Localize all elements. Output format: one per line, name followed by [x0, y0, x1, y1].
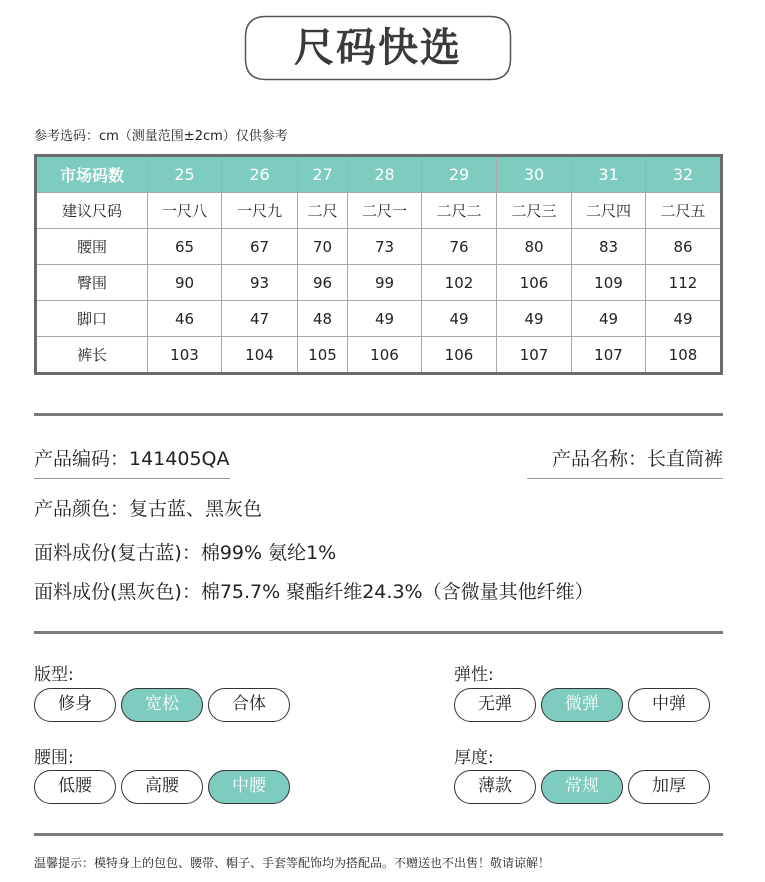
footer-notice: 温馨提示：模特身上的包包、腰带、帽子、手套等配饰均为搭配品。不赠送也不出售！敬请谅解！ — [34, 856, 551, 870]
table-row — [36, 301, 722, 337]
table-cell: 107 — [497, 337, 572, 374]
table-header-row — [36, 156, 722, 193]
table-cell: 99 — [348, 265, 422, 301]
product-code: 产品编码：141405QA — [34, 448, 230, 470]
product-name: 产品名称：长直筒裤 — [551, 448, 723, 470]
table-cell: 90 — [148, 265, 222, 301]
table-cell: 二尺 — [298, 193, 348, 229]
table-cell: 103 — [148, 337, 222, 374]
elasticity-option-medium[interactable]: 中弹 — [628, 688, 710, 722]
table-cell: 65 — [148, 229, 222, 265]
page-title: 尺码快选 — [294, 25, 462, 71]
table-cell: 106 — [422, 337, 497, 374]
table-row — [36, 337, 722, 374]
table-cell: 25 — [148, 156, 222, 193]
elasticity-label: 弹性: — [454, 665, 494, 685]
table-cell: 27 — [298, 156, 348, 193]
table-cell: 二尺三 — [497, 193, 572, 229]
waist-option-high[interactable]: 高腰 — [121, 770, 203, 804]
row-label: 裤长 — [36, 337, 148, 374]
table-cell: 93 — [222, 265, 298, 301]
table-cell: 二尺四 — [572, 193, 646, 229]
table-cell: 二尺二 — [422, 193, 497, 229]
divider — [34, 413, 723, 416]
table-cell: 一尺九 — [222, 193, 298, 229]
divider — [34, 833, 723, 836]
table-cell: 29 — [422, 156, 497, 193]
table-cell: 83 — [572, 229, 646, 265]
table-cell: 28 — [348, 156, 422, 193]
table-cell: 49 — [572, 301, 646, 337]
title-banner — [244, 15, 512, 81]
fit-option-loose[interactable]: 宽松 — [121, 688, 203, 722]
table-row — [36, 265, 722, 301]
fit-option-slim[interactable]: 修身 — [34, 688, 116, 722]
product-color: 产品颜色：复古蓝、黑灰色 — [34, 498, 263, 520]
table-cell: 73 — [348, 229, 422, 265]
table-cell: 49 — [497, 301, 572, 337]
table-cell: 26 — [222, 156, 298, 193]
fabric-black-grey: 面料成份(黑灰色)：棉75.7% 聚酯纤维24.3%（含微量其他纤维） — [34, 581, 594, 603]
table-cell: 106 — [348, 337, 422, 374]
table-cell: 30 — [497, 156, 572, 193]
table-cell: 80 — [497, 229, 572, 265]
table-cell: 70 — [298, 229, 348, 265]
table-cell: 二尺一 — [348, 193, 422, 229]
divider — [527, 478, 723, 479]
row-label: 建议尺码 — [36, 193, 148, 229]
table-cell: 104 — [222, 337, 298, 374]
thickness-option-thick[interactable]: 加厚 — [628, 770, 710, 804]
table-cell: 47 — [222, 301, 298, 337]
table-cell: 102 — [422, 265, 497, 301]
table-cell: 49 — [348, 301, 422, 337]
table-cell: 96 — [298, 265, 348, 301]
table-cell: 32 — [646, 156, 722, 193]
table-cell: 46 — [148, 301, 222, 337]
waist-label: 腰围: — [34, 748, 74, 768]
waist-option-low[interactable]: 低腰 — [34, 770, 116, 804]
table-cell: 49 — [646, 301, 722, 337]
reference-note: 参考选码：cm（测量范围±2cm）仅供参考 — [34, 129, 288, 144]
elasticity-option-none[interactable]: 无弹 — [454, 688, 536, 722]
table-cell: 二尺五 — [646, 193, 722, 229]
table-cell: 112 — [646, 265, 722, 301]
table-cell: 48 — [298, 301, 348, 337]
size-table — [34, 154, 723, 375]
row-label: 市场码数 — [36, 156, 148, 193]
thickness-option-thin[interactable]: 薄款 — [454, 770, 536, 804]
fit-label: 版型: — [34, 665, 74, 685]
waist-option-mid[interactable]: 中腰 — [208, 770, 290, 804]
row-label: 脚口 — [36, 301, 148, 337]
divider — [34, 631, 723, 634]
thickness-label: 厚度: — [454, 748, 494, 768]
table-cell: 一尺八 — [148, 193, 222, 229]
table-cell: 108 — [646, 337, 722, 374]
table-cell: 31 — [572, 156, 646, 193]
table-cell: 109 — [572, 265, 646, 301]
thickness-option-regular[interactable]: 常规 — [541, 770, 623, 804]
table-row — [36, 193, 722, 229]
elasticity-option-slight[interactable]: 微弹 — [541, 688, 623, 722]
table-row — [36, 229, 722, 265]
table-cell: 76 — [422, 229, 497, 265]
table-cell: 49 — [422, 301, 497, 337]
divider — [34, 478, 230, 479]
row-label: 臀围 — [36, 265, 148, 301]
table-cell: 107 — [572, 337, 646, 374]
fabric-vintage-blue: 面料成份(复古蓝)：棉99% 氨纶1% — [34, 542, 337, 564]
table-cell: 86 — [646, 229, 722, 265]
row-label: 腰围 — [36, 229, 148, 265]
fit-option-regular[interactable]: 合体 — [208, 688, 290, 722]
table-cell: 106 — [497, 265, 572, 301]
table-cell: 67 — [222, 229, 298, 265]
table-cell: 105 — [298, 337, 348, 374]
